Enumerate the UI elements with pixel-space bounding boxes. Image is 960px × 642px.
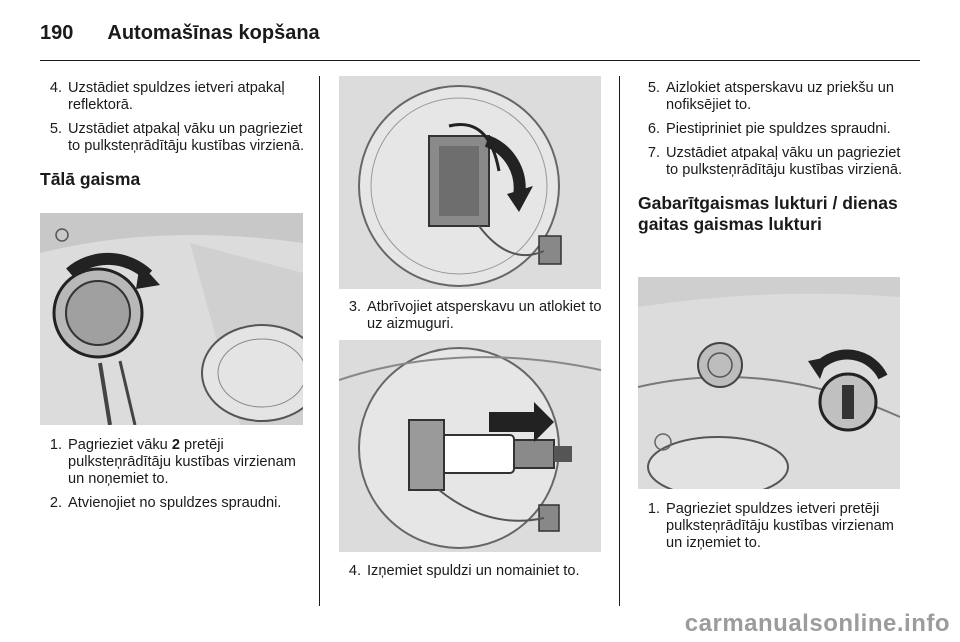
step-text xyxy=(68,437,308,488)
step-text: Uzstādiet spuldzes ietveri atpakaļ reflektorā. xyxy=(68,80,285,113)
step-number: 1. xyxy=(49,437,62,453)
step-number: 4. xyxy=(348,563,361,579)
step-item xyxy=(339,563,605,580)
column-1-top xyxy=(40,80,308,202)
step-number: 2. xyxy=(49,495,62,511)
column-3-bottom xyxy=(638,501,908,559)
step-text-bold: 2 xyxy=(171,437,180,453)
step-text: Atvienojiet no spuldzes spraudni. xyxy=(68,495,282,511)
step-number: 5. xyxy=(647,80,660,96)
step-text: Uzstādiet atpakaļ vāku un pagrieziet to pulksteņrādītāju kustības virzienā. xyxy=(68,121,305,154)
step-text-part: Pagrieziet vāku xyxy=(68,437,172,453)
page-header xyxy=(40,18,320,48)
illustration-high-beam-cover xyxy=(40,213,303,425)
step-number: 5. xyxy=(49,121,62,137)
column-1-bottom xyxy=(40,437,308,519)
step-number: 1. xyxy=(647,501,660,517)
page-title: Automašīnas kopšana xyxy=(107,21,320,44)
step-item xyxy=(40,495,308,512)
column-divider-2 xyxy=(619,76,620,606)
header-divider xyxy=(40,60,920,61)
illustration-remove-bulb xyxy=(339,340,601,552)
step-item xyxy=(638,121,908,138)
step-item xyxy=(638,80,908,114)
step-text-part: pretēji pulksteņrādītāju kustības virzienam un noņemiet to. xyxy=(68,437,296,487)
page-number: 190 xyxy=(40,21,74,44)
step-item xyxy=(638,501,908,552)
watermark: carmanualsonline.info xyxy=(684,610,950,637)
step-item xyxy=(339,299,605,333)
step-item xyxy=(40,80,308,114)
step-number: 3. xyxy=(348,299,361,315)
illustration-parking-light-socket xyxy=(638,277,900,489)
step-number: 6. xyxy=(647,121,660,137)
column-2-middle xyxy=(339,299,605,340)
step-text: Izņemiet spuldzi un nomainiet to. xyxy=(367,563,580,579)
column-2-bottom xyxy=(339,563,605,587)
step-item xyxy=(40,437,308,488)
step-text: Uzstādiet atpakaļ vāku un pagrieziet to pulksteņrādītāju kustības virzienā. xyxy=(666,145,903,178)
step-number: 4. xyxy=(49,80,62,96)
column-divider-1 xyxy=(319,76,320,606)
step-item xyxy=(638,145,908,179)
illustration-spring-clip xyxy=(339,76,601,289)
section-heading-parking-lights: Gabarītgaismas lukturi / dienas gaitas gaismas lukturi xyxy=(638,193,898,234)
step-text: Pagrieziet spuldzes ietveri pretēji pulksteņrādītāju kustības virzienam un izņemiet to. xyxy=(666,501,894,551)
step-text: Aizlokiet atsperskavu uz priekšu un nofiksējiet to. xyxy=(666,80,894,113)
step-text: Piestipriniet pie spuldzes spraudni. xyxy=(666,121,891,137)
step-item xyxy=(40,121,308,155)
step-text: Atbrīvojiet atsperskavu un atlokiet to uz aizmuguri. xyxy=(367,299,602,332)
column-3-top xyxy=(638,80,908,247)
section-heading-high-beam: Tālā gaisma xyxy=(40,169,141,189)
step-number: 7. xyxy=(647,145,660,161)
